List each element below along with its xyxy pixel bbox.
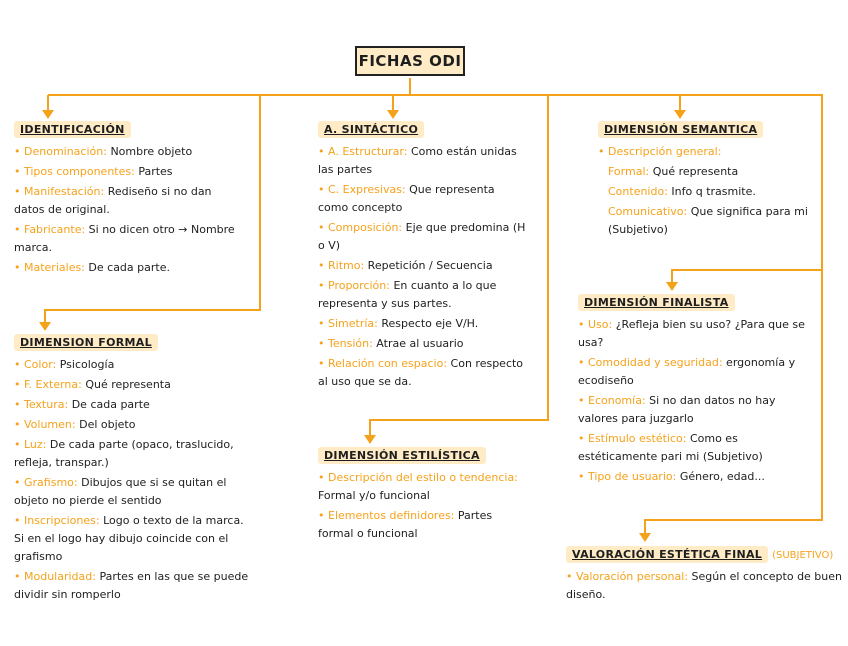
- list-item: • Valoración personal: Según el concepto de buen diseño.: [566, 570, 843, 601]
- list-item: • Composición: Eje que predomina (H o V): [318, 221, 526, 252]
- list-item: • Color: Psicología: [14, 358, 115, 371]
- semantica-section: [598, 118, 808, 239]
- arrowhead-finalista: [666, 282, 678, 291]
- list-item: Contenido: Info q trasmite.: [608, 185, 756, 198]
- list-item: • Volumen: Del objeto: [14, 418, 136, 431]
- identificacion-section: [14, 118, 244, 277]
- list-item: • Inscripciones: Logo o texto de la marca. Si en el logo hay dibujo coincide con el grafismo: [14, 514, 244, 563]
- valoracion-heading: VALORACIÓN ESTÉTICA FINAL: [566, 546, 768, 563]
- list-item: • Tipos componentes: Partes: [14, 165, 173, 178]
- semantica-heading: DIMENSIÓN SEMANTICA: [598, 121, 763, 138]
- list-item: • Grafismo: Dibujos que si se quitan el objeto no pierde el sentido: [14, 476, 227, 507]
- arrowhead-formal: [39, 322, 51, 331]
- list-item: Comunicativo: Que significa para mi (Subjetivo): [608, 205, 808, 236]
- list-item: • C. Expresivas: Que representa como concepto: [318, 183, 495, 214]
- list-item: • Estímulo estético: Como es estéticamente pari mi (Subjetivo): [578, 432, 763, 463]
- list-item: • Descripción del estilo o tendencia: Formal y/o funcional: [318, 471, 518, 502]
- valoracion-section: [566, 543, 844, 604]
- list-item: • Ritmo: Repetición / Secuencia: [318, 259, 493, 272]
- finalista-section: [578, 291, 808, 486]
- formal-section: [14, 331, 254, 604]
- valoracion-note: (SUBJETIVO): [772, 550, 834, 561]
- finalista-heading: DIMENSIÓN FINALISTA: [578, 294, 735, 311]
- sintactico-section: [318, 118, 528, 391]
- list-item: • Tensión: Atrae al usuario: [318, 337, 464, 350]
- list-item: • Modularidad: Partes en las que se puede dividir sin romperlo: [14, 570, 249, 601]
- list-item: • Fabricante: Si no dicen otro → Nombre marca.: [14, 223, 235, 254]
- sintactico-heading: A. SINTÁCTICO: [318, 121, 424, 138]
- list-item: • Tipo de usuario: Género, edad...: [578, 470, 765, 483]
- list-item: • A. Estructurar: Como están unidas las partes: [318, 145, 517, 176]
- list-item: • Simetría: Respecto eje V/H.: [318, 317, 479, 330]
- list-item: • Materiales: De cada parte.: [14, 261, 170, 274]
- list-item: • Luz: De cada parte (opaco, traslucido, refleja, transpar.): [14, 438, 234, 469]
- estilistica-section: [318, 444, 528, 543]
- arrowhead-estilistica: [364, 435, 376, 444]
- list-item: • Economía: Si no dan datos no hay valores para juzgarlo: [578, 394, 776, 425]
- list-item: • Descripción general:: [598, 145, 722, 158]
- list-item: • Relación con espacio: Con respecto al uso que se da.: [318, 357, 524, 388]
- list-item: • Denominación: Nombre objeto: [14, 145, 193, 158]
- formal-heading: DIMENSION FORMAL: [14, 334, 158, 351]
- list-item: • Elementos definidores: Partes formal o funcional: [318, 509, 493, 540]
- list-item: • F. Externa: Qué representa: [14, 378, 171, 391]
- list-item: • Uso: ¿Refleja bien su uso? ¿Para que se usa?: [578, 318, 805, 349]
- identificacion-heading: IDENTIFICACIÓN: [14, 121, 131, 138]
- estilistica-heading: DIMENSIÓN ESTILÍSTICA: [318, 447, 486, 464]
- list-item: • Textura: De cada parte: [14, 398, 150, 411]
- list-item: Formal: Qué representa: [608, 165, 739, 178]
- list-item: • Manifestación: Rediseño si no dan datos de original.: [14, 185, 212, 216]
- list-item: • Proporción: En cuanto a lo que representa y sus partes.: [318, 279, 497, 310]
- arrowhead-valoracion: [639, 533, 651, 542]
- list-item: • Comodidad y seguridad: ergonomía y ecodiseño: [578, 356, 796, 387]
- main-title: FICHAS ODI: [355, 46, 465, 76]
